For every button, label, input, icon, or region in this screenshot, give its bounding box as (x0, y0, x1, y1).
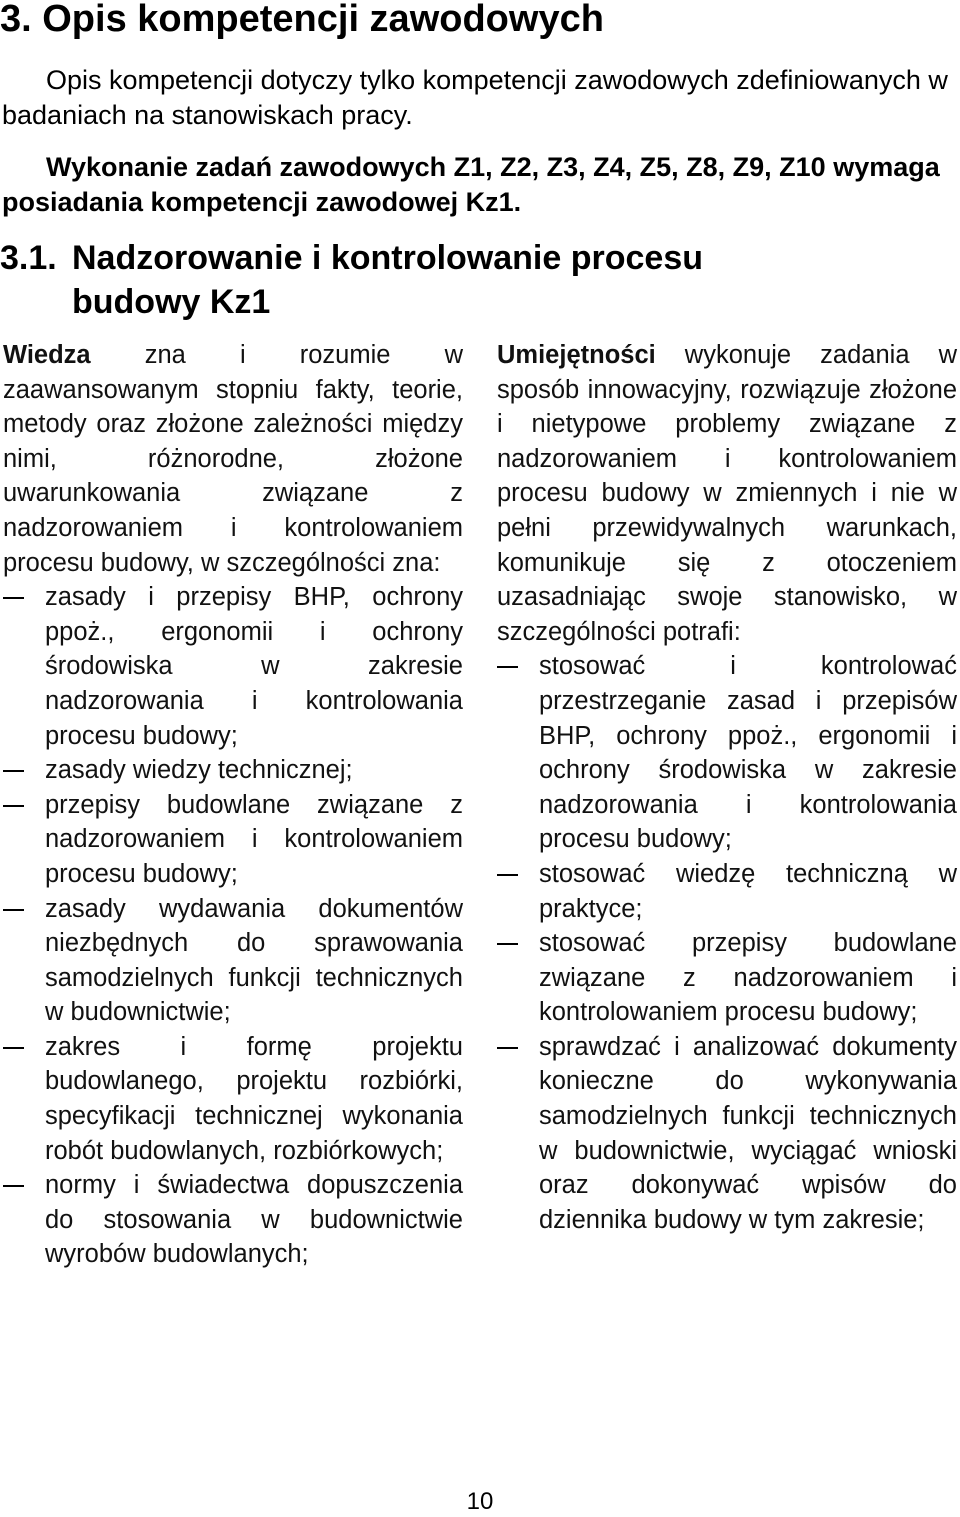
knowledge-intro (3, 338, 463, 580)
dash-bullet (497, 1047, 518, 1049)
knowledge-column (3, 338, 463, 1272)
dash-bullet (497, 666, 518, 668)
list-item: zasady wydawania dokumentów niezbędnych do sprawowania samodzielnych funkcji technicznych w budownictwie; (3, 892, 463, 1030)
section-number: 3.1. (0, 239, 57, 277)
list-item: zasady wiedzy technicznej; (3, 753, 463, 788)
dash-bullet (497, 874, 518, 876)
dash-bullet (3, 909, 24, 911)
list-item: stosować wiedzę techniczną w praktyce; (497, 857, 957, 926)
list-item: sprawdzać i analizować dokumenty konieczne do wykonywania samodzielnych funkcji technicznych w budownictwie, wyciągać wnioski oraz dokonywać wpisów do dziennika budowy w tym zakresie; (497, 1030, 957, 1238)
requirement-paragraph: Wykonanie zadań zawodowych Z1, Z2, Z3, Z4, Z5, Z8, Z9, Z10 wymaga posiadania kompetencji zawodowej Kz1. (2, 152, 940, 217)
list-item: przepisy budowlane związane z nadzorowaniem i kontrolowaniem procesu budowy; (3, 788, 463, 892)
intro-paragraph: Opis kompetencji dotyczy tylko kompetencji zawodowych zdefiniowanych w badaniach na stanowiskach pracy. (2, 65, 948, 130)
dash-bullet (3, 770, 24, 772)
dash-bullet (3, 597, 24, 599)
list-item: stosować przepisy budowlane związane z nadzorowaniem i kontrolowaniem procesu budowy; (497, 926, 957, 1030)
dash-bullet (497, 943, 518, 945)
page-number: 10 (466, 1488, 494, 1515)
skills-column (497, 338, 957, 1237)
list-item: zakres i formę projektu budowlanego, projektu rozbiórki, specyfikacji technicznej wykonania robót budowlanych, rozbiórkowych; (3, 1030, 463, 1168)
skills-label: Umiejętności (497, 341, 656, 369)
knowledge-list (3, 580, 463, 1272)
page-title: 3. Opis kompetencji zawodowych (0, 0, 604, 40)
list-item: stosować i kontrolować przestrzeganie zasad i przepisów BHP, ochrony ppoż., ergonomii i ochrony środowiska w zakresie nadzorowania i kontrolowania procesu budowy; (497, 649, 957, 857)
skills-intro (497, 338, 957, 649)
list-item: zasady i przepisy BHP, ochrony ppoż., ergonomii i ochrony środowiska w zakresie nadzorowania i kontrolowania procesu budowy; (3, 580, 463, 753)
skills-intro-text: wykonuje zadania w sposób innowacyjny, rozwiązuje złożone i nietypowe problemy związane z nadzorowaniem i kontrolowaniem procesu budowy w zmiennych i nie w pełni przewidywalnych warunkach, komunikuje się z otoczeniem uzasadniając swoje stanowisko, w szczególności potrafi: (497, 341, 957, 646)
skills-list (497, 649, 957, 1237)
list-item: normy i świadectwa dopuszczenia do stosowania w budownictwie wyrobów budowlanych; (3, 1168, 463, 1272)
dash-bullet (3, 805, 24, 807)
dash-bullet (3, 1185, 24, 1187)
knowledge-intro-text: zna i rozumie w zaawansowanym stopniu fakty, teorie, metody oraz złożone zależności między nimi, różnorodne, złożone uwarunkowania związane z nadzorowaniem i kontrolowaniem procesu budowy, w szczególności zna: (3, 341, 463, 577)
section-title: Nadzorowanie i kontrolowanie procesu budowy Kz1 (72, 239, 703, 321)
knowledge-label: Wiedza (3, 341, 91, 369)
dash-bullet (3, 1047, 24, 1049)
